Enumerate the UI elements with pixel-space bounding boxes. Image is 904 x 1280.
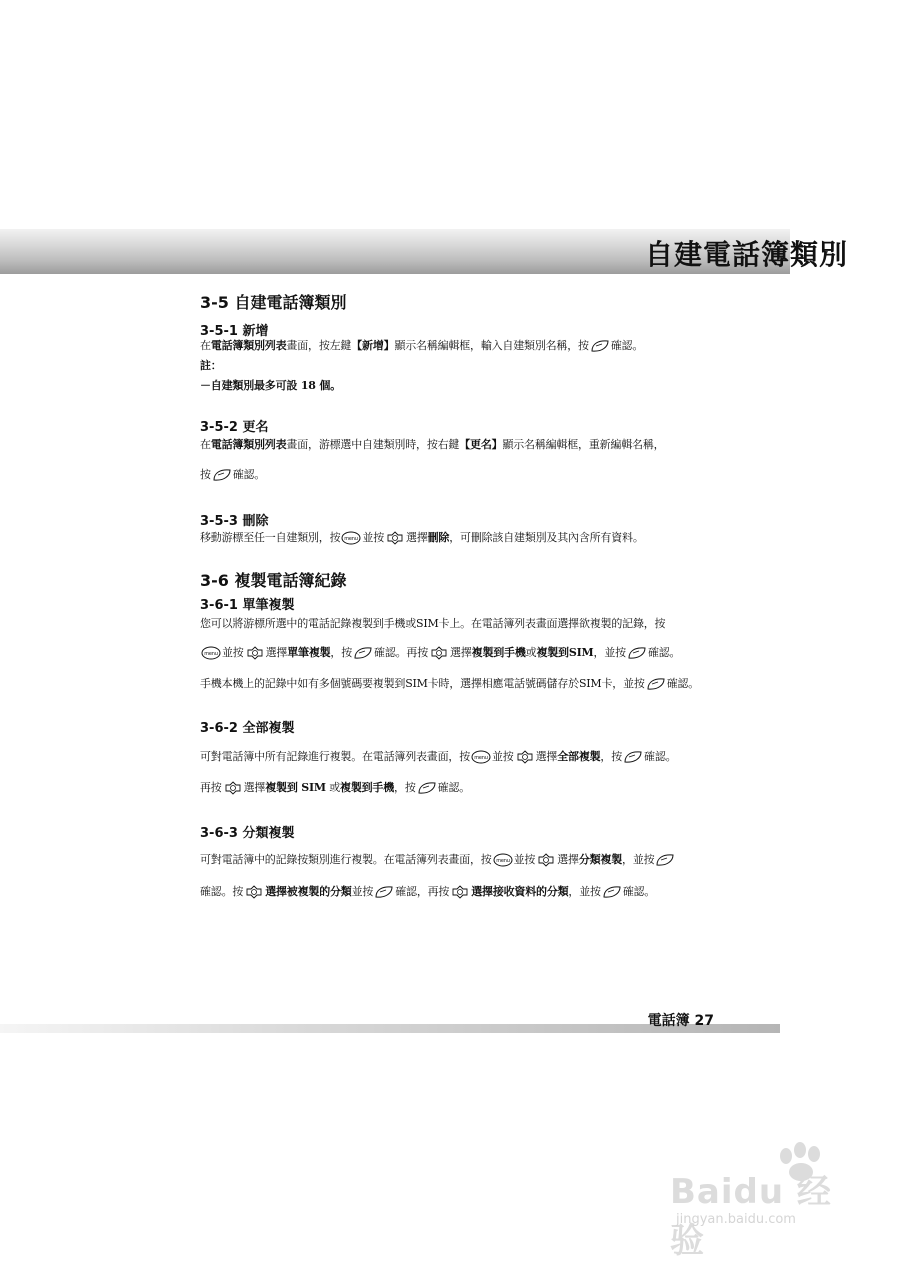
section-3-5-2-line-1: 在電話簿類別列表畫面，游標選中自建類別時，按右鍵【更名】顯示名稱編輯框，重新編輯名稱， xyxy=(200,438,665,451)
footer-page-label xyxy=(648,1010,714,1030)
note-label: 註： xyxy=(200,359,222,372)
section-3-5-3-line-1: 移動游標至任一自建類別，按 menu 並按 選擇刪除，可刪除該自建類別及其內含所有資料。 xyxy=(200,531,644,544)
ok-key-icon xyxy=(417,781,437,795)
ok-key-icon xyxy=(627,646,647,660)
section-3-6-2-title: 3-6-2 全部複製 xyxy=(200,721,295,736)
section-3-5-3-title: 3-5-3 刪除 xyxy=(200,514,269,529)
section-3-6-1-title: 3-6-1 單筆複製 xyxy=(200,598,295,613)
watermark xyxy=(654,1148,854,1261)
section-3-5-1-line-1: 在電話簿類別列表畫面，按左鍵【新增】顯示名稱編輯框，輸入自建類別名稱，按 確認。 xyxy=(200,339,644,352)
section-3-6-title: 3-6 複製電話簿紀錄 xyxy=(200,571,347,590)
footer-section: 電話簿 xyxy=(647,1013,690,1029)
section-3-6-1-line-3: 手機本機上的記錄中如有多個號碼要複製到SIM卡時，選擇相應電話號碼儲存於SIM卡，並按 確認。 xyxy=(200,677,700,690)
svg-text:menu: menu xyxy=(474,755,488,761)
section-3-6-1-line-2: menu 並按 選擇單筆複製，按 確認。再按 選擇複製到手機或複製到SIM，並按 確認。 xyxy=(200,646,680,660)
nav-key-icon xyxy=(385,531,405,545)
menu-key-icon xyxy=(493,853,513,867)
ok-key-icon xyxy=(374,885,394,899)
menu-key-icon xyxy=(201,646,221,660)
svg-text:menu: menu xyxy=(344,536,359,542)
chapter-title: 自建電話簿類別 xyxy=(644,238,848,271)
section-3-5-title: 3-5 自建電話簿類別 xyxy=(200,293,347,312)
nav-key-icon xyxy=(244,885,264,899)
section-3-5-2-line-2: 按 確認。 xyxy=(200,468,266,481)
watermark-brand: Baidu 经验 xyxy=(670,1172,832,1261)
nav-key-icon xyxy=(536,853,556,867)
watermark-url: jingyan.baidu.com xyxy=(676,1212,796,1227)
nav-key-icon xyxy=(450,885,470,899)
nav-key-icon xyxy=(223,781,243,795)
section-3-6-3-line-2: 確認。按 選擇被複製的分類並按 確認，再按 選擇接收資料的分類，並按 確認。 xyxy=(200,885,656,898)
section-3-6-2-line-2: 再按 選擇複製到 SIM 或複製到手機，按 確認。 xyxy=(200,781,471,794)
ok-key-icon xyxy=(353,646,373,660)
ok-key-icon xyxy=(646,677,666,691)
section-3-5-1-title: 3-5-1 新增 xyxy=(200,324,269,339)
nav-key-icon xyxy=(515,750,535,764)
menu-key-icon xyxy=(471,750,491,764)
ok-key-icon xyxy=(602,885,622,899)
ok-key-icon xyxy=(590,339,610,353)
section-3-6-3-line-1: 可對電話簿中的記錄按類別進行複製。在電話簿列表畫面，按 menu 並按 選擇分類複製，並按 xyxy=(200,853,676,867)
menu-key-icon xyxy=(341,531,361,545)
svg-text:menu: menu xyxy=(204,651,218,657)
nav-key-icon xyxy=(429,646,449,660)
nav-key-icon xyxy=(245,646,265,660)
section-3-6-1-line-1: 您可以將游標所選中的電話記錄複製到手機或SIM卡上。在電話簿列表畫面選擇欲複製的記錄，按 xyxy=(200,617,666,630)
section-3-6-2-line-1: 可對電話簿中所有記錄進行複製。在電話簿列表畫面，按 menu 並按 選擇全部複製，按 確認。 xyxy=(200,750,677,763)
section-3-5-2-title: 3-5-2 更名 xyxy=(200,420,269,435)
svg-text:menu: menu xyxy=(495,858,510,864)
ok-key-icon xyxy=(623,750,643,764)
ok-key-icon xyxy=(655,853,675,867)
note-text: －自建類別最多可設 18 個。 xyxy=(200,379,341,392)
ok-key-icon xyxy=(212,468,232,482)
page-number: 27 xyxy=(694,1013,714,1029)
section-3-6-3-title: 3-6-3 分類複製 xyxy=(200,826,295,841)
